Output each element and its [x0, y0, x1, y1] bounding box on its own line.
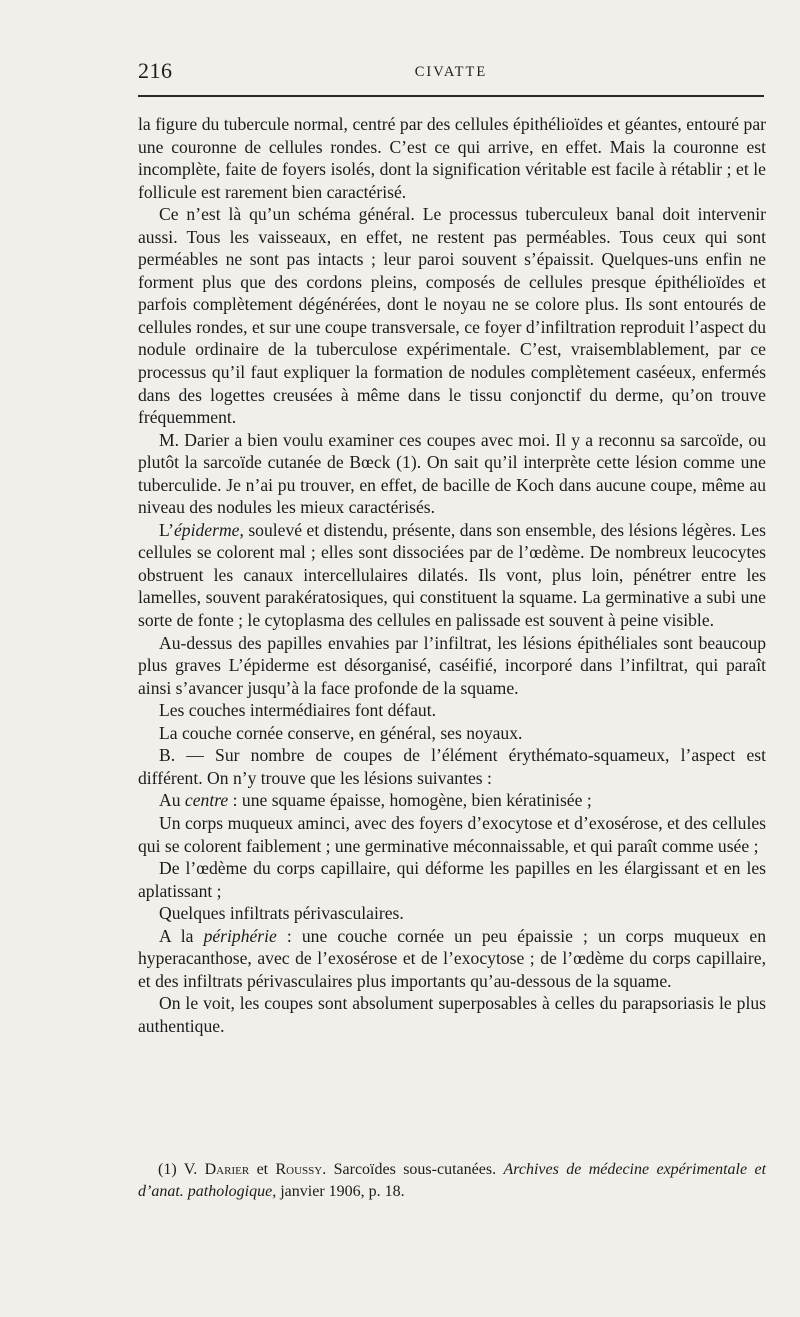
text-span: la figure du tubercule normal, centré par des cellules épithélioïdes et géantes, entouré par une couronne de cellules rondes. C’est ce qui arrive, en effet. Mais la couronne est incomplète, faite de foyers isolés, dont la signification véritable est facile à rétablir ; et le follicule est rarement bien caractérisé.	[138, 114, 766, 202]
page-header	[138, 58, 764, 86]
paragraph	[138, 722, 766, 745]
paragraph	[138, 203, 766, 428]
text-span: : une couche cornée un peu épaissie ; un corps muqueux en hyperacanthose, avec de l’exosérose et de l’exocytose ; de l’œdème du corps capillaire, et des infiltrats périvasculaires plus importants qu’au-dessous de la squame.	[138, 925, 766, 991]
paragraph	[138, 992, 766, 1037]
text-span: , janvier 1906, p. 18.	[272, 1183, 405, 1200]
text-span: (1) V.	[158, 1161, 205, 1178]
text-span: , soulevé et distendu, présente, dans son ensemble, des lésions légères. Les cellules se colorent mal ; elles sont dissociées par de l’œdème. De nombreux leucocytes obstruent les canaux intercellulaires dilatés. Ils vont, plus loin, pénétrer entre les lamelles, souvent parakératosiques, qui constituent la squame. La germinative a subi une sorte de fonte ; le cytoplasma des cellules en palissade est souvent à peine visible.	[138, 519, 766, 631]
text-span: A la	[159, 925, 204, 946]
paragraph	[138, 925, 766, 993]
text-span: Au	[159, 790, 185, 811]
italic-span: épiderme	[174, 519, 240, 540]
paragraph	[138, 857, 766, 902]
italic-span: centre	[184, 790, 229, 811]
text-span: B. — Sur nombre de coupes de l’élément érythémato-squameux, l’aspect est différent. On n’y trouve que les lésions suivantes :	[138, 745, 766, 788]
text-span: : une squame épaisse, homogène, bien kératinisée ;	[228, 790, 592, 811]
text-span: Quelques infiltrats périvasculaires.	[159, 903, 404, 924]
text-span: La couche cornée conserve, en général, ses noyaux.	[159, 722, 523, 743]
text-span: Ce n’est là qu’un schéma général. Le processus tuberculeux banal doit intervenir aussi. Tous les vaisseaux, en effet, ne restent pas perméables. Tous ceux qui sont perméables ne sont pas intacts ; leur paroi souvent s’épaissit. Quelques-uns enfin ne forment plus que des cordons pleins, composés de cellules presque épithélioïdes et parfois complètement dégénérées, dont le noyau ne se colore plus. Ils sont entourés de cellules rondes, et sur une coupe transversale, ce foyer d’infiltration reproduit l’aspect du nodule ordinaire de la tuberculose expérimentale. C’est, vraisemblablement, par ce processus qu’il faut expliquer la formation de nodules complètement caséeux, enfermés dans des logettes creusées à même dans le tissu conjonctif du derme, qu’on trouve fréquemment.	[138, 204, 766, 428]
paragraph	[138, 113, 766, 203]
paragraph	[138, 699, 766, 722]
paragraph	[138, 789, 766, 812]
paragraph	[138, 744, 766, 789]
paragraph	[138, 519, 766, 632]
author-name: Darier	[204, 1161, 250, 1178]
text-span: De l’œdème du corps capillaire, qui déforme les papilles en les élargissant et en les aplatissant ;	[138, 858, 766, 901]
text-span: . Sarcoïdes sous-cutanées.	[322, 1161, 504, 1178]
text-span: M. Darier a bien voulu examiner ces coupes avec moi. Il y a reconnu sa sarcoïde, ou plutôt la sarcoïde cutanée de Bœck (1). On sait qu’il interprète cette lésion comme une tuberculide. Je n’ai pu trouver, en effet, de bacille de Koch dans aucune coupe, même au niveau des nodules les mieux caractérisés.	[138, 429, 766, 518]
text-span: On le voit, les coupes sont absolument superposables à celles du parapsoriasis le plus authentique.	[138, 993, 766, 1036]
text-span: Un corps muqueux aminci, avec des foyers d’exocytose et d’exosérose, et des cellules qui se colorent faiblement ; une germinative méconnaissable, et qui paraît comme usée ;	[138, 812, 766, 856]
running-title: CIVATTE	[414, 64, 488, 80]
body-text	[138, 113, 766, 1037]
text-span: Les couches intermédiaires font défaut.	[159, 700, 436, 721]
author-name: Roussy	[275, 1161, 323, 1178]
text-span: Au-dessus des papilles envahies par l’infiltrat, les lésions épithéliales sont beaucoup plus graves L’épiderme est désorganisé, caséifié, incorporé dans l’infiltrat, qui paraît ainsi s’avancer jusqu’à la face profonde de la squame.	[138, 632, 766, 698]
paragraph	[138, 812, 766, 857]
text-span: et	[249, 1161, 276, 1178]
paragraph	[138, 429, 766, 519]
italic-span: périphérie	[203, 925, 277, 946]
page-number: 216	[138, 58, 173, 83]
header-rule	[138, 95, 764, 97]
text-span: L’	[159, 519, 174, 540]
italic-span: Archives de médecine expérimentale et d’anat. pathologique	[138, 1161, 767, 1200]
paragraph	[138, 902, 766, 925]
paragraph	[138, 632, 766, 700]
footnote	[138, 1159, 766, 1203]
